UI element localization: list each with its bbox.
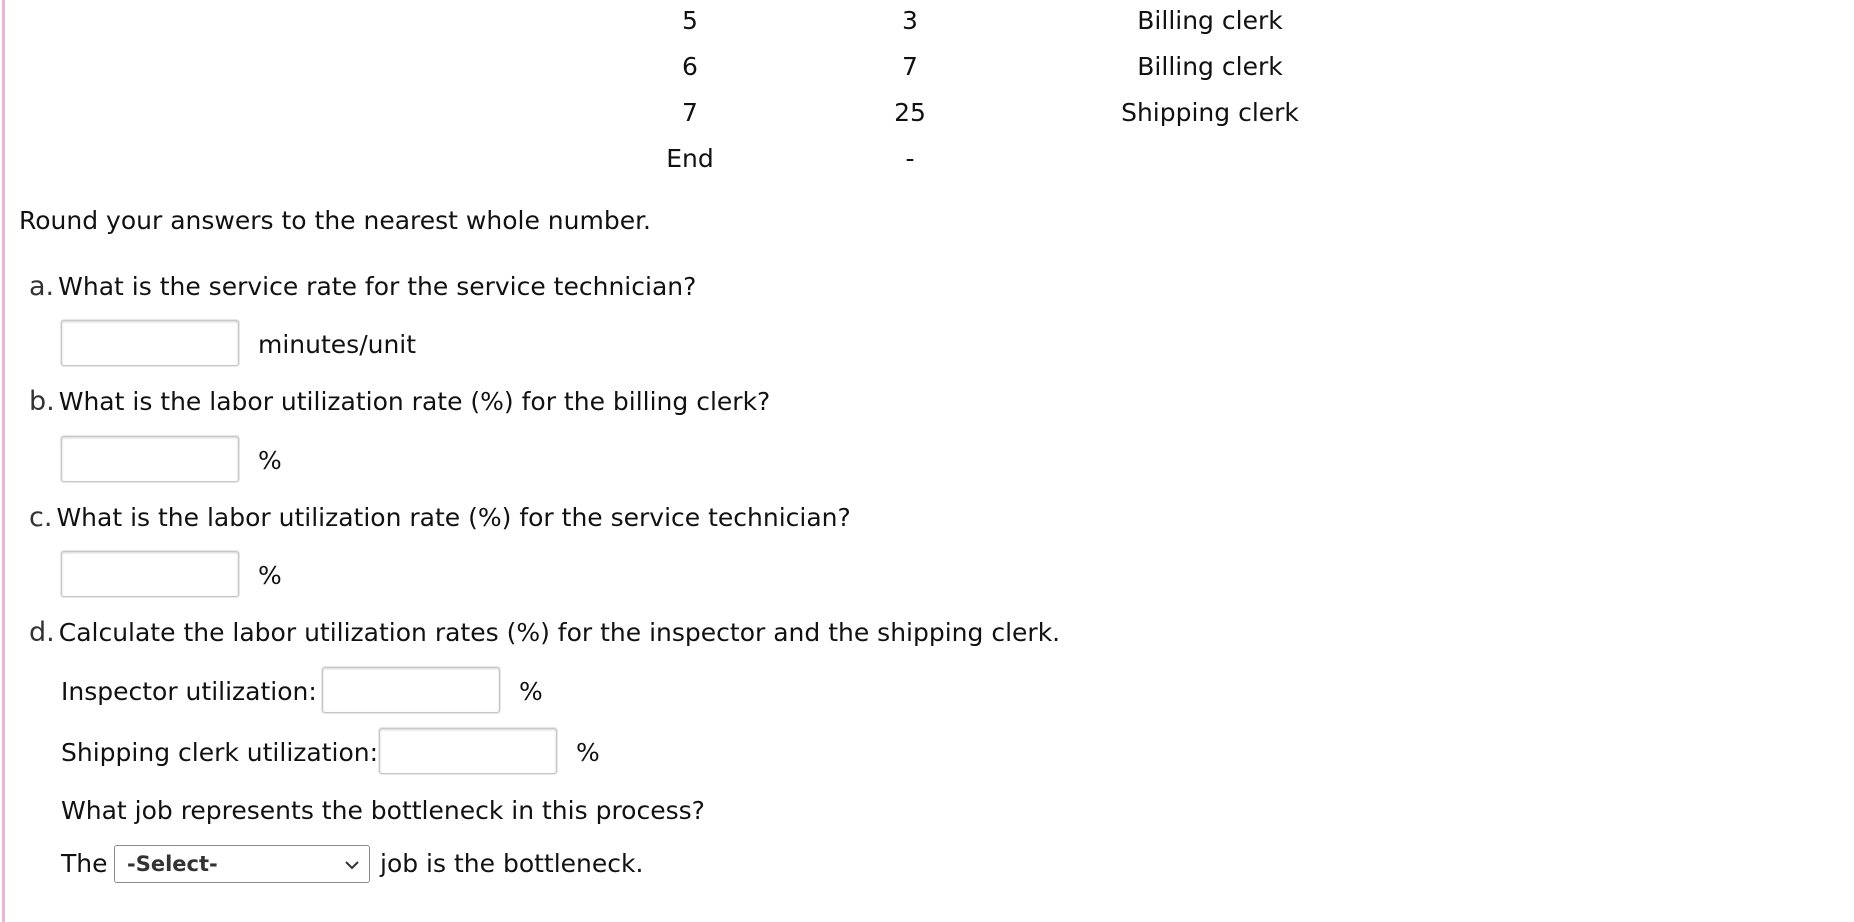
table-cell-job: Billing clerk	[1137, 52, 1283, 81]
service-technician-utilization-unit: %	[258, 561, 282, 590]
table-cell-time: 25	[894, 98, 926, 127]
billing-clerk-utilization-input[interactable]	[61, 436, 239, 482]
table-cell-job: Billing clerk	[1137, 6, 1283, 35]
inspector-utilization-unit: %	[519, 677, 543, 706]
inspector-utilization-label: Inspector utilization:	[61, 677, 317, 706]
table-cell-time: 3	[902, 6, 918, 35]
service-technician-utilization-input[interactable]	[61, 551, 239, 597]
table-row	[0, 138, 1854, 178]
billing-clerk-utilization-unit: %	[258, 446, 282, 475]
question-d-text: Calculate the labor utilization rates (%) for the inspector and the shipping clerk.	[58, 618, 1061, 647]
question-b-text: What is the labor utilization rate (%) for the billing clerk?	[58, 387, 771, 416]
table-cell-job: Shipping clerk	[1121, 98, 1299, 127]
table-cell-activity: 5	[682, 6, 698, 35]
shipping-clerk-utilization-input[interactable]	[379, 728, 557, 774]
chevron-down-icon	[343, 856, 361, 874]
question-d-letter: d.	[29, 617, 55, 648]
table-cell-activity: End	[666, 144, 714, 173]
service-rate-input[interactable]	[61, 320, 239, 366]
shipping-clerk-utilization-unit: %	[576, 738, 600, 767]
bottleneck-prefix: The	[61, 849, 108, 878]
question-a-text: What is the service rate for the service technician?	[58, 272, 697, 301]
table-row	[0, 46, 1854, 86]
table-row	[0, 92, 1854, 132]
rounding-instructions: Round your answers to the nearest whole number.	[19, 206, 652, 235]
question-a	[29, 271, 696, 302]
question-c-letter: c.	[29, 502, 53, 533]
shipping-clerk-utilization-label: Shipping clerk utilization:	[61, 738, 379, 767]
bottleneck-job-select[interactable]	[114, 845, 370, 883]
question-d	[29, 617, 1060, 648]
bottleneck-suffix: job is the bottleneck.	[380, 849, 644, 878]
question-b	[29, 386, 770, 417]
table-cell-activity: 6	[682, 52, 698, 81]
table-cell-time: -	[905, 144, 915, 173]
question-c-text: What is the labor utilization rate (%) for the service technician?	[56, 503, 851, 532]
table-cell-time: 7	[902, 52, 918, 81]
inspector-utilization-input[interactable]	[322, 667, 500, 713]
question-c	[29, 502, 851, 533]
question-b-letter: b.	[29, 386, 55, 417]
bottleneck-job-select-value: -Select-	[127, 852, 218, 876]
table-row	[0, 0, 1854, 40]
service-rate-unit: minutes/unit	[258, 330, 417, 359]
table-cell-activity: 7	[682, 98, 698, 127]
question-a-letter: a.	[29, 271, 55, 302]
bottleneck-question: What job represents the bottleneck in this process?	[61, 796, 705, 825]
